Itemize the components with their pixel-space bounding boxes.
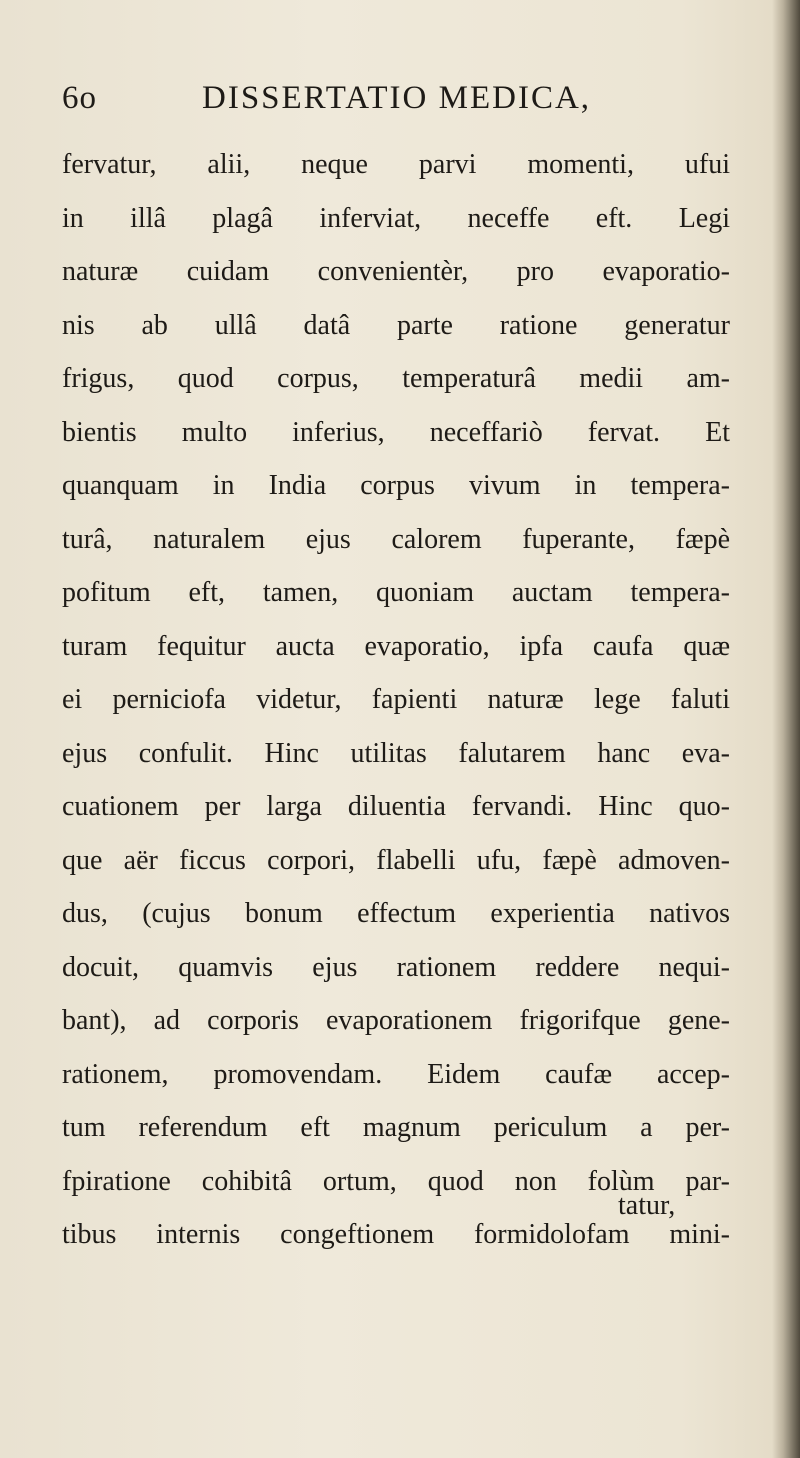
text-line: frigus, quod corpus, temperaturâ medii am- xyxy=(62,363,730,394)
text-line: turam fequitur aucta evaporatio, ipfa caufa quæ xyxy=(62,630,730,662)
text-line: turâ, naturalem ejus calorem fuperante, fæpè xyxy=(62,523,730,555)
text-line: dus, (cujus bonum effectum experientia nativos xyxy=(62,898,730,929)
page-edge-shadow xyxy=(772,0,800,1458)
page-number: 6o xyxy=(62,80,97,116)
text-line: fervatur, alii, neque parvi momenti, ufui xyxy=(62,149,730,180)
text-line: rationem, promovendam. Eidem caufæ accep- xyxy=(62,1058,730,1090)
text-line: tum referendum eft magnum periculum a per- xyxy=(62,1112,730,1143)
text-line: ejus confulit. Hinc utilitas falutarem hanc eva- xyxy=(62,737,730,769)
text-line: tibus internis congeftionem formidolofam mini- xyxy=(62,1219,730,1250)
text-line: cuationem per larga diluentia fervandi. Hinc quo- xyxy=(62,791,730,822)
text-line: bientis multo inferius, neceffariò fervat. Et xyxy=(62,416,730,448)
text-line: bant), ad corporis evaporationem frigorifque gene- xyxy=(62,1005,730,1036)
running-title: DISSERTATIO MEDICA, xyxy=(202,80,592,116)
text-line: pofitum eft, tamen, quoniam auctam tempera- xyxy=(62,577,730,608)
text-line: in illâ plagâ inferviat, neceffe eft. Legi xyxy=(62,202,730,234)
text-line: quanquam in India corpus vivum in tempera- xyxy=(62,470,730,501)
text-line: naturæ cuidam convenientèr, pro evaporatio- xyxy=(62,256,730,287)
text-line: docuit, quamvis ejus rationem reddere nequi- xyxy=(62,951,730,983)
body-text xyxy=(62,138,730,1262)
text-line: fpiratione cohibitâ ortum, quod non folùm par- xyxy=(62,1165,730,1197)
text-line: nis ab ullâ datâ parte ratione generatur xyxy=(62,309,730,341)
catchword: tatur, xyxy=(618,1190,676,1221)
text-line: que aër ficcus corpori, flabelli ufu, fæpè admoven- xyxy=(62,844,730,876)
text-line: ei perniciofa videtur, fapienti naturæ lege faluti xyxy=(62,684,730,715)
page-header xyxy=(62,80,722,130)
